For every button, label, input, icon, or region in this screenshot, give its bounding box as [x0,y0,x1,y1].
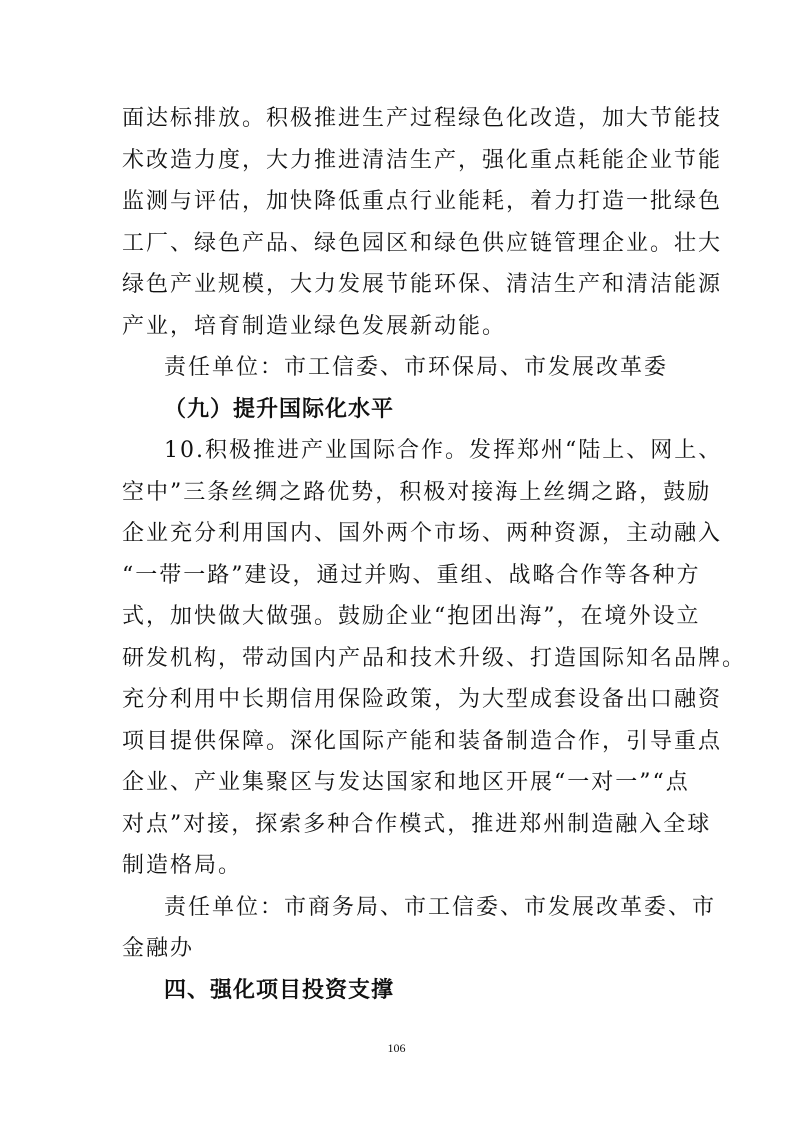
text-line: 监测与评估，加快降低重点行业能耗，着力打造一批绿色 [122,189,723,214]
text-line: 工厂、绿色产品、绿色园区和绿色供应链管理企业。壮大 [122,231,723,256]
responsibility-line-1: 责任单位：市工信委、市环保局、市发展改革委 [164,355,669,380]
text-line: 空中”三条丝绸之路优势，积极对接海上丝绸之路，鼓励 [122,480,712,505]
text-line: 式，加快做大做强。鼓励企业“抱团出海”，在境外设立 [122,604,701,629]
text-line: 对点”对接，探索多种合作模式，推进郑州制造融入全球 [122,812,712,837]
text-line: 金融办 [122,936,195,961]
text-line: 绿色产业规模，大力发展节能环保、清洁生产和清洁能源 [122,272,723,297]
section-heading-9: （九）提升国际化水平 [164,397,395,422]
section-heading-4: 四、强化项目投资支撑 [164,978,395,1003]
text-line: 企业、产业集聚区与发达国家和地区开展“一对一”“点 [122,770,690,795]
text-line: 10.积极推进产业国际合作。发挥郑州“陆上、网上、 [164,438,723,463]
text-line: 研发机构，带动国内产品和技术升级、打造国际知名品牌。 [122,646,747,671]
page-number: 106 [387,1041,406,1055]
text-line: 产业，培育制造业绿色发展新动能。 [122,314,507,339]
text-line: 责任单位：市商务局、市工信委、市发展改革委、市 [164,895,717,920]
text-line: 项目提供保障。深化国际产能和装备制造合作，引导重点 [122,729,723,754]
text-line: 制造格局。 [122,853,243,878]
text-line: 面达标排放。积极推进生产过程绿色化改造，加大节能技 [122,106,723,131]
text-line: 企业充分利用国内、国外两个市场、两种资源，主动融入 [122,521,723,546]
text-line: 充分利用中长期信用保险政策，为大型成套设备出口融资 [122,687,723,712]
text-line: 术改造力度，大力推进清洁生产，强化重点耗能企业节能 [122,148,723,173]
text-line: “一带一路”建设，通过并购、重组、战略合作等各种方 [122,563,701,588]
